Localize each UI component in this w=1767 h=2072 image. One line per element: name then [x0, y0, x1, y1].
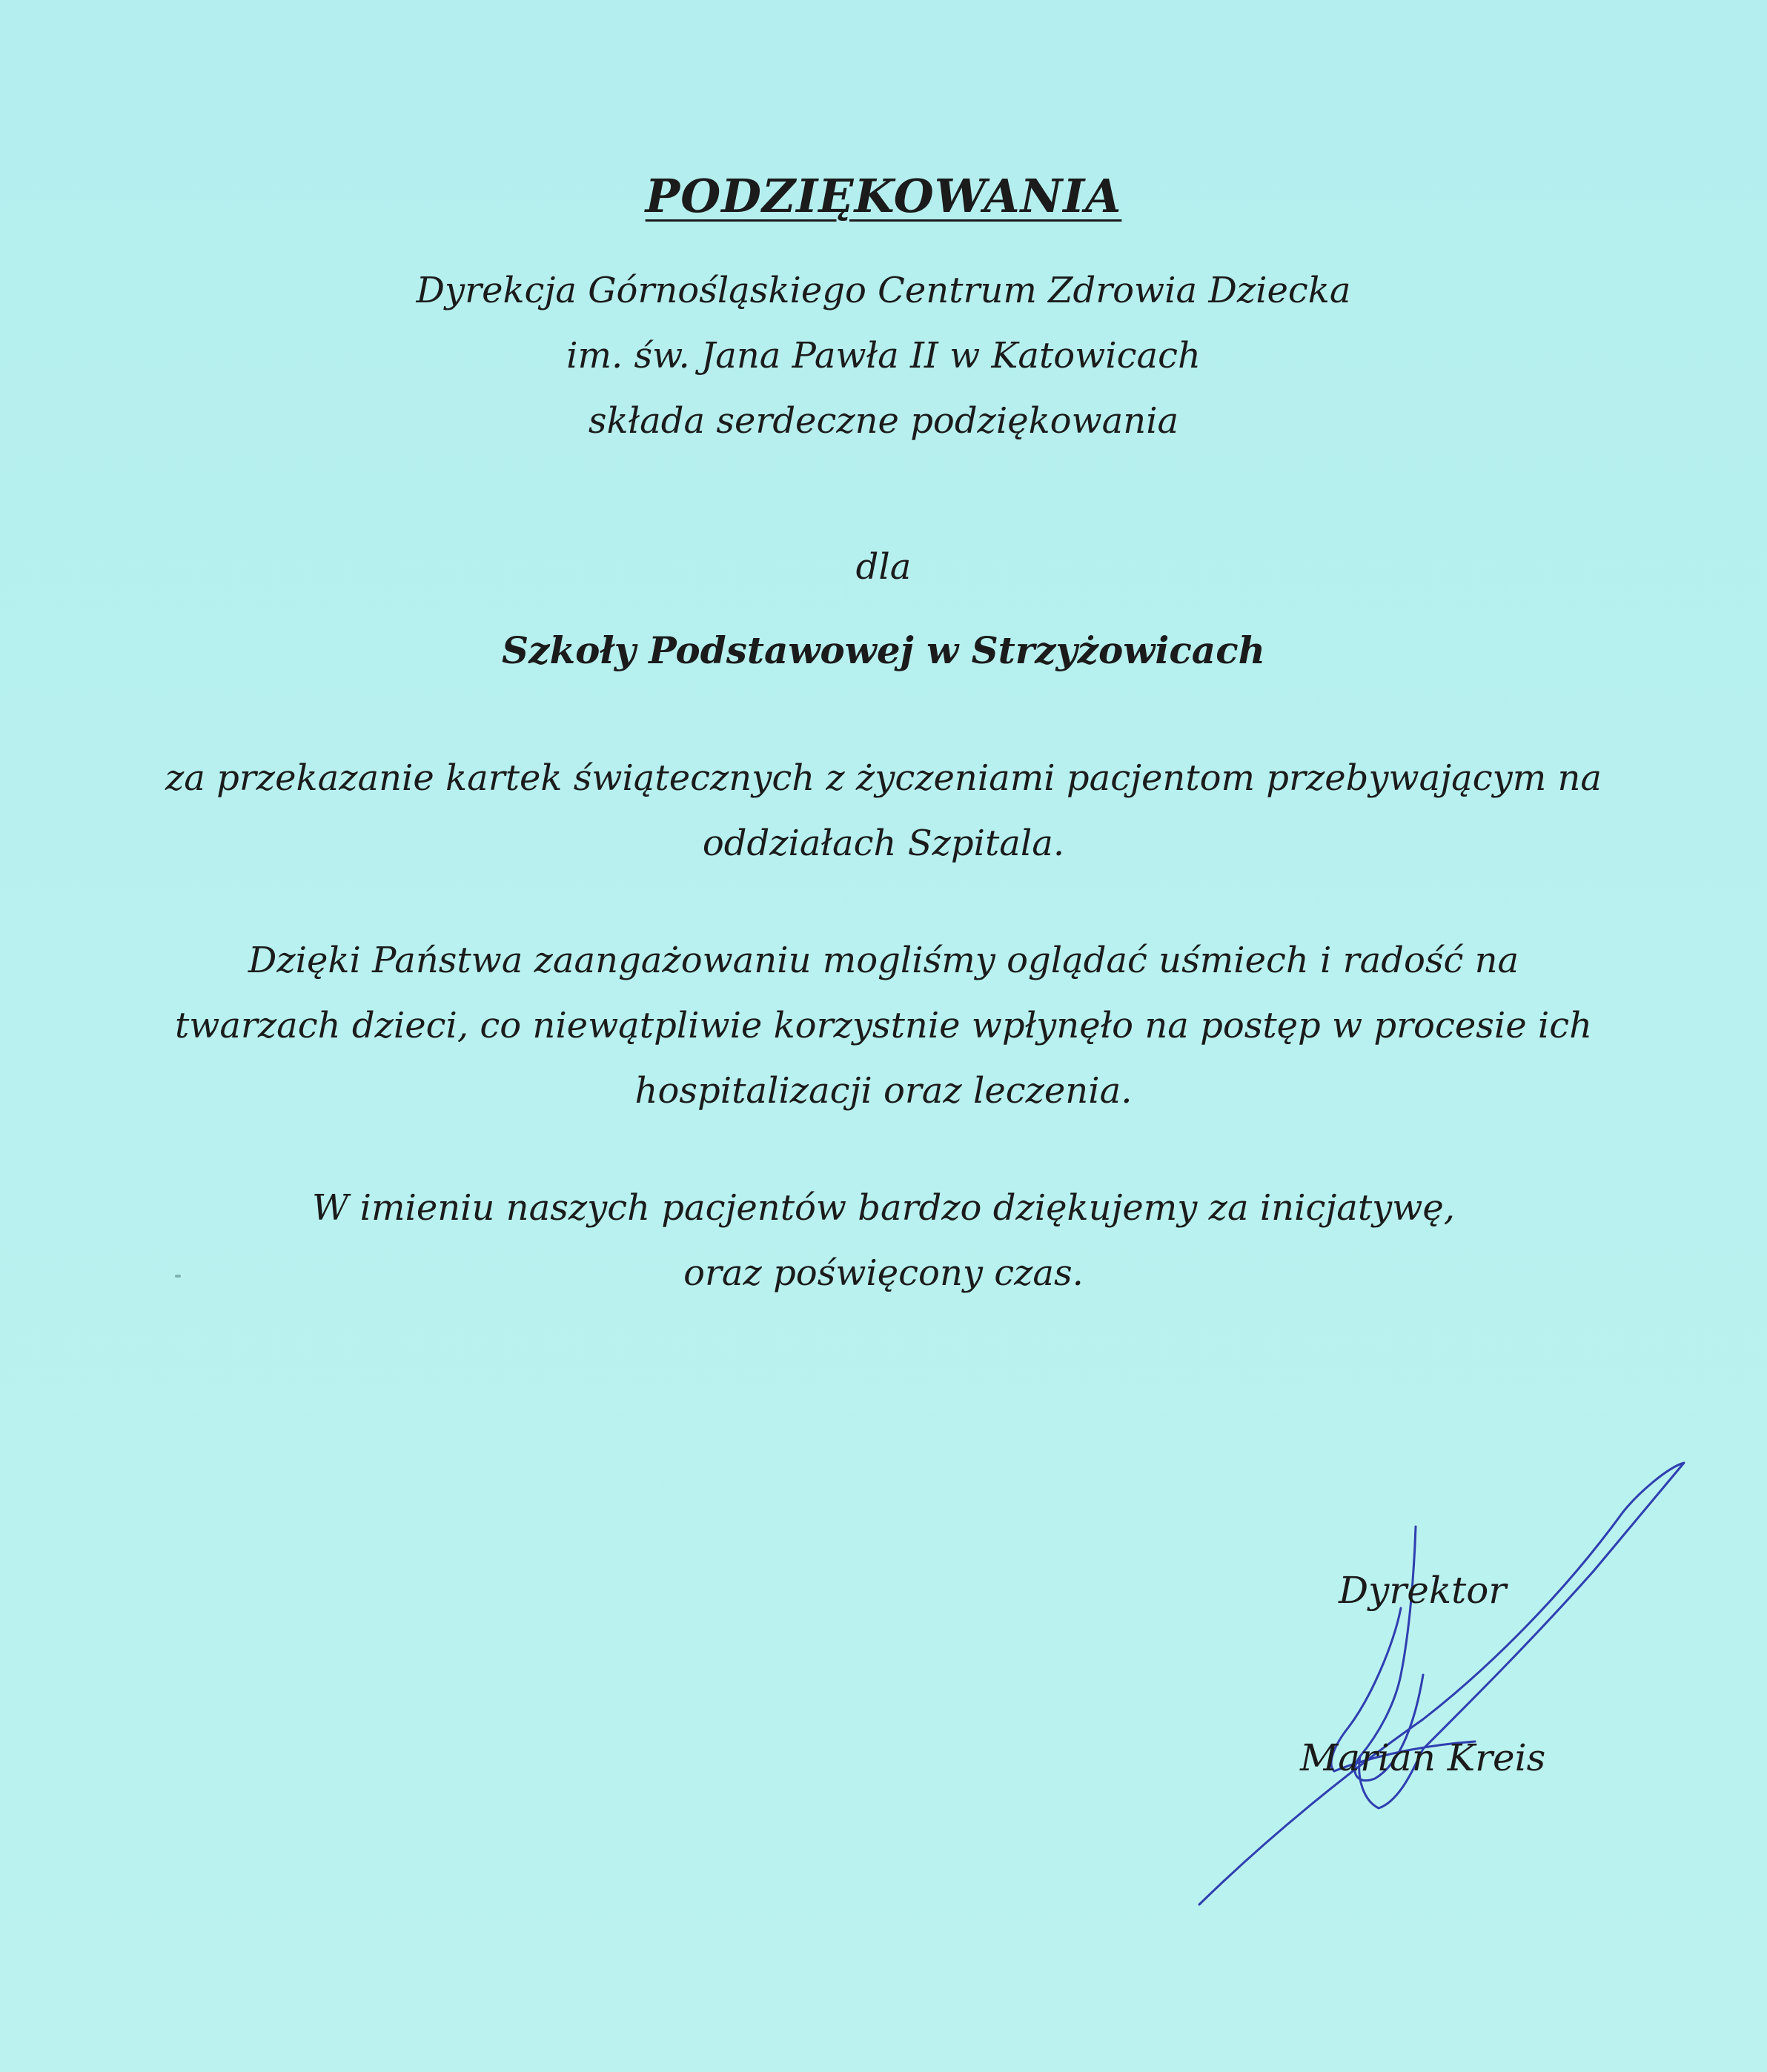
signatory-name: Marian Kreis: [1300, 1736, 1546, 1779]
paragraph-1-line-1: za przekazanie kartek świątecznych z życzeniami pacjentom przebywającym na: [165, 757, 1602, 799]
paragraph-2-line-1: Dzięki Państwa zaangażowaniu mogliśmy oglądać uśmiech i radość na: [248, 940, 1519, 981]
paragraph-2-line-2: twarzach dzieci, co niewątpliwie korzystnie wpłynęło na postęp w procesie ich: [174, 1005, 1593, 1046]
paragraph-3-line-1: W imieniu naszych pacjentów bardzo dziękujemy za inicjatywę,: [312, 1187, 1455, 1229]
paper-speck: [175, 1275, 181, 1278]
paragraph-1-line-2: oddziałach Szpitala.: [702, 823, 1065, 864]
recipient-name: Szkoły Podstawowej w Strzyżowicach: [501, 628, 1265, 672]
handwritten-signature: [1178, 1452, 1697, 1927]
for-word: dla: [855, 546, 912, 588]
intro-line-3: składa serdeczne podziękowania: [588, 400, 1179, 442]
intro-line-2: im. św. Jana Pawła II w Katowicach: [566, 335, 1201, 376]
intro-line-1: Dyrekcja Górnośląskiego Centrum Zdrowia Dziecka: [416, 270, 1351, 311]
paragraph-2-line-3: hospitalizacji oraz leczenia.: [634, 1070, 1133, 1112]
signatory-role: Dyrektor: [1339, 1569, 1507, 1612]
paragraph-3-line-2: oraz poświęcony czas.: [683, 1252, 1084, 1294]
letter-title: PODZIĘKOWANIA: [645, 169, 1122, 223]
